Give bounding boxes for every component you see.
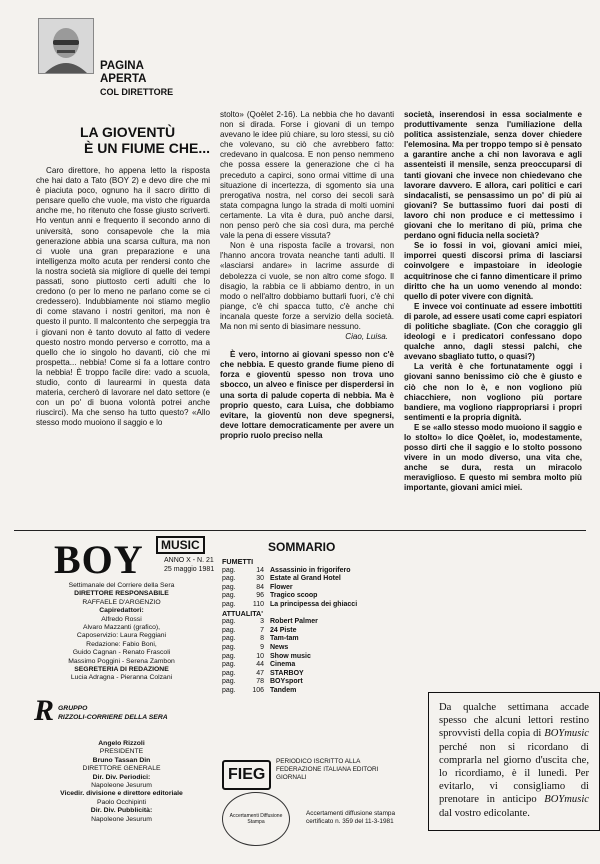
- issue-date: 25 maggio 1981: [164, 566, 215, 573]
- toc-entry: [222, 661, 402, 670]
- seal-text: Accertamenti Diffusione Stampa: [229, 813, 283, 825]
- reminder-brand: BOYmusic: [544, 728, 589, 740]
- publisher-credits: [34, 740, 209, 824]
- toc-entry: [222, 567, 402, 576]
- toc-entry-title: Tandem: [270, 686, 297, 694]
- credit-line: Redazione: Fabio Boni,: [86, 640, 157, 648]
- credit-line: Vicedir. divisione e direttore editoriale: [60, 790, 183, 798]
- toc-entry: [222, 575, 402, 584]
- toc-pag-label: pag.: [222, 635, 236, 643]
- toc-pag-label: pag.: [222, 575, 236, 583]
- toc-entry-title: Robert Palmer: [270, 618, 318, 626]
- reply-column-3: [404, 110, 582, 494]
- toc-entry: [222, 678, 402, 687]
- toc-entry-title: Show music: [270, 652, 311, 660]
- toc-entry-title: Flower: [270, 583, 293, 591]
- reply-paragraph: La verità è che fortunatamente oggi i giovani sanno benissimo ciò che è giusto e ciò che non lo è, e non vogliono più chiacchiere, non vogliono più portare bandiere, ma vogliono riappropriarsi i propri sentimenti e la propria dignità.: [404, 362, 582, 422]
- rizzoli-label: RIZZOLI-CORRIERE DELLA SERA: [58, 714, 168, 721]
- toc-entry-title: STARBOY: [270, 669, 304, 677]
- toc-pag-label: pag.: [222, 618, 236, 626]
- toc-page-number: 106: [252, 686, 264, 694]
- reminder-brand: BOYmusic: [544, 794, 589, 806]
- gruppo-label: GRUPPO: [58, 705, 88, 712]
- credit-line: Angelo Rizzoli: [98, 740, 145, 747]
- credit-line: Caposervizio: Laura Reggiani: [76, 632, 167, 640]
- reminder-text: Da qualche settimana accade spesso che alcuni lettori restino sprovvisti della copia di: [439, 702, 589, 740]
- toc-page-number: 14: [256, 566, 264, 574]
- headline-line-2: È UN FIUME CHE...: [84, 140, 211, 156]
- section-divider: [14, 530, 586, 531]
- column-header: [100, 60, 220, 99]
- toc-pag-label: pag.: [222, 566, 236, 574]
- fieg-text: PERIODICO ISCRITTO ALLA FEDERAZIONE ITALIANA EDITORI GIORNALI: [276, 758, 379, 781]
- letter-paragraph: Caro direttore, ho appena letto la risposta che hai dato a Tato (BOY 2) e devo dire che mi è piaciuta poco, ognuno ha il sacro diritto di pensare quello che vuole, ma visto che riguarda anche me, ho ritenuto che fosse giusto scriverti. Ho ventun anni e frequento il secondo anno di università, sono consapevole che la mia generazione abbia una scarsa cultura, ma non ci vuole una gran preparazione e una intelligenza molto acuta per rendersi conto che la nostra società sia migliore di quelle dei tempi passati, sono piuttosto certi adulti che lo credono (o per lo meno ne parlano come se ci credessero). Indubbiamente noi stiamo meglio di come stavano i nostri genitori, ma non è questo il punto. Il malcontento che serpeggia tra i giovani non è tanto dovuto al fatto di vedere questo nostro mondo perverso e corrotto, ma a quello che io singolo ho davanti, ciò che mi prospetta... nebbia! Come si fa a lottare contro la nebbia! È troppo facile dire: vado a scuola, studio, conto di laurearmi in questa data materia, cercherò di lavorare nel dato settore (e con un po' di buona volontà potrei anche riuscirci). Ma che senso ha tutto questo? «Allo stesso modo muoiono il saggio e lo: [36, 166, 210, 428]
- reminder-box: [428, 692, 600, 831]
- toc-entry-title: News: [270, 643, 289, 651]
- letter-signature: Ciao, Luisa.: [345, 332, 388, 342]
- reply-paragraph: Se io fossi in voi, giovani amici miei, imporrei questi discorsi prima di lasciarsi coinvolgere e impastoiare in ideologie acquitrinose che ci fanno dimenticare il primo diritto che ha un uomo venendo al mondo: quello di poter vivere con dignità.: [404, 241, 582, 301]
- toc-section-title: FUMETTI: [222, 557, 254, 566]
- rizzoli-logo: [34, 694, 209, 727]
- credit-line: Alfredo Rossi: [101, 615, 142, 623]
- reply-paragraph: È vero, intorno ai giovani spesso non c'è che nebbia. E questo grande fiume pieno di forza e gioventù spesso non trova uno sbocco, un alveo e finisce per disperdersi in una sorta di palude coperta di nebbia. Ma è proprio questo, cara Luisa, che dobbiamo evitare, la gioventù non deve spegnersi, deve lottare democraticamente per avere un proprio ruolo preciso nella: [220, 350, 394, 440]
- toc-pag-label: pag.: [222, 583, 236, 591]
- toc-pag-label: pag.: [222, 600, 236, 608]
- letter-column-2: [220, 110, 394, 441]
- headline: [80, 124, 210, 156]
- toc-entry-title: La principessa dei ghiacci: [270, 600, 358, 608]
- toc-entry: [222, 584, 402, 593]
- credit-line: Paolo Occhipinti: [96, 798, 147, 806]
- toc-page-number: 9: [260, 643, 264, 651]
- credit-line: Dir. Div. Pubblicità:: [90, 807, 153, 815]
- reply-paragraph: società, inserendosi in essa socialmente e produttivamente senza l'umiliazione della politica assistenziale, senza dover chiedere l'elemosina. Ma per troppo tempo si è pensato a garantire anche a chi non lavorava e agli assenteisti il mensile, senza preoccuparsi di tanti giovani che invece non chiedevano che lavorare davvero. E allora, cari politici e cari sindacalisti, se pensassimo un po' di più ai giovani? Se buttassimo fuori dai posti di lavoro chi non produce e ci mettessimo i giovani che lo meritano di più, prima che perdano ogni fiducia nella società?: [404, 110, 582, 241]
- toc-entry: [222, 618, 402, 627]
- accertamenti-text: Accertamenti diffusione stampa certificato n. 359 del 11-3-1981: [306, 810, 396, 825]
- header-title-1: PAGINA: [100, 60, 144, 72]
- toc-entry: [222, 670, 402, 679]
- toc-entry: [222, 687, 402, 696]
- reply-paragraph: E invece voi continuate ad essere imbottiti di parole, ad essere usati come capri espiatori di politiche sbagliate. (Con che coraggio gli ideologi e i predicatori confessano dopo qualche anno, dagli stessi palchi, che avevano sbagliato tutto, o quasi?): [404, 301, 582, 362]
- toc-page-number: 84: [256, 583, 264, 591]
- toc-pag-label: pag.: [222, 678, 236, 686]
- letter-column-1: [36, 166, 210, 428]
- toc-page-number: 110: [252, 600, 264, 608]
- toc-entry-title: Tam-tam: [270, 635, 299, 643]
- toc-pag-label: pag.: [222, 592, 236, 600]
- toc-entry: [222, 635, 402, 644]
- table-of-contents: [222, 558, 402, 696]
- toc-page-number: 47: [256, 669, 264, 677]
- rizzoli-r-icon: R: [34, 694, 55, 727]
- credit-line: RAFFAELE D'ARGENZIO: [82, 598, 161, 606]
- toc-page-number: 10: [256, 652, 264, 660]
- toc-entry: [222, 644, 402, 653]
- toc-entry-title: Assassinio in frigorifero: [270, 566, 351, 574]
- sommario-title: SOMMARIO: [268, 540, 336, 554]
- toc-entry-title: 24 Piste: [270, 626, 297, 634]
- toc-entry: [222, 627, 402, 636]
- toc-pag-label: pag.: [222, 669, 236, 677]
- headline-line-1: LA GIOVENTÙ: [80, 124, 176, 140]
- boy-logo: BOY: [54, 537, 144, 582]
- credit-line: Napoleone Jesurum: [91, 815, 152, 823]
- ads-seal-icon: [222, 792, 290, 846]
- fieg-logo: FIEG: [222, 760, 271, 790]
- toc-entry-title: BOYsport: [270, 678, 303, 686]
- letter-paragraph: Non è una risposta facile a trovarsi, non l'hanno ancora trovata neanche tanti adulti. Il «lasciarsi andare» in lacrime assurde di debolezza ci vuole, se non altro come sfogo. Il disagio, la rabbia ce li abbiamo dentro, in un modo o nell'altro dobbiamo buttarli fuori, c'è chi piange, c'è chi spacca tutto, c'è anche chi incanala queste forze a servizio della società. Ma non mi sento di biasimare nessuno.: [220, 241, 394, 331]
- toc-page-number: 96: [256, 592, 264, 600]
- credit-line: Massimo Poggini - Serena Zambon: [68, 657, 175, 665]
- toc-pag-label: pag.: [222, 652, 236, 660]
- masthead-credits: [34, 582, 209, 683]
- toc-pag-label: pag.: [222, 686, 236, 694]
- toc-page-number: 78: [256, 678, 264, 686]
- credit-line: DIRETTORE RESPONSABILE: [74, 590, 169, 598]
- toc-page-number: 3: [260, 618, 264, 626]
- reply-paragraph: E se «allo stesso modo muoiono il saggio e lo stolto» lo dice Qoèlet, io, modestamente, posso dirti che il saggio e lo stolto possono vivere in un modo diverso, una vita che, anche se dura, resta un miracolo meraviglioso. E questo mi sembra molto più importante, giovani amici miei.: [404, 422, 582, 493]
- director-photo: [38, 18, 94, 74]
- toc-page-number: 7: [260, 626, 264, 634]
- credit-line: Bruno Tassan Din: [92, 756, 151, 764]
- issue-number: ANNO X - N. 21: [164, 557, 214, 564]
- reminder-text: perché non si ricordano di comprarla nel giorno d'uscita che, lo ricordiamo, è il lunedì. Per evitarlo, vi consigliamo di prenotare in anticipo: [439, 741, 589, 806]
- toc-entry-title: Estate al Grand Hotel: [270, 575, 341, 583]
- credit-line: Alvaro Mazzanti (grafico),: [82, 624, 161, 632]
- toc-section-title: ATTUALITA': [222, 608, 263, 618]
- credit-line: SEGRETERIA DI REDAZIONE: [74, 666, 169, 674]
- music-logo: MUSIC: [156, 536, 205, 554]
- credit-line: Settimanale del Corriere della Sera: [68, 582, 175, 589]
- header-subtitle: COL DIRETTORE: [100, 87, 174, 97]
- credit-line: PRESIDENTE: [99, 748, 144, 756]
- credit-line: Capiredattori:: [99, 607, 144, 615]
- toc-entry: [222, 653, 402, 662]
- toc-page-number: 44: [256, 661, 264, 669]
- toc-page-number: 8: [260, 635, 264, 643]
- credit-line: Guido Cagnan - Renato Frascoli: [72, 649, 171, 657]
- credit-line: Lucia Adragna - Pieranna Colzani: [70, 674, 173, 682]
- toc-entry-title: Tragico scoop: [270, 592, 318, 600]
- toc-pag-label: pag.: [222, 626, 236, 634]
- toc-entry-title: Cinema: [270, 661, 296, 669]
- toc-page-number: 30: [256, 575, 264, 583]
- credit-line: Dir. Div. Periodici:: [92, 773, 151, 781]
- reminder-text: dal vostro edicolante.: [439, 807, 530, 819]
- letter-paragraph: stolto» (Qoèlet 2-16). La nebbia che ho davanti non si dirada. Forse i giovani di un tempo avevano le idee più chiare, su loro stessi, su ciò che volevano, su ciò che avrebbero fatto: credevano in qualcosa. E non penso nemmeno che possa essere la generazione che ci ha preceduto a capirci, sono ormai vittime di una situazione di incertezza, di sgomento sia una prerogativa nostra, nel corso dei secoli sarà stata compagna lungo la strada di molti uomini certamente. La vita è dura, può anche darsi, non penso però che sia così dura, ma perché vale la pena di essere vissuta?: [220, 110, 394, 241]
- header-title-2: APERTA: [100, 73, 147, 85]
- toc-pag-label: pag.: [222, 643, 236, 651]
- toc-entry: [222, 592, 402, 601]
- toc-pag-label: pag.: [222, 661, 236, 669]
- issue-info: [164, 556, 214, 574]
- credit-line: Napoleone Jesurum: [91, 782, 152, 790]
- credit-line: DIRETTORE GENERALE: [82, 765, 161, 773]
